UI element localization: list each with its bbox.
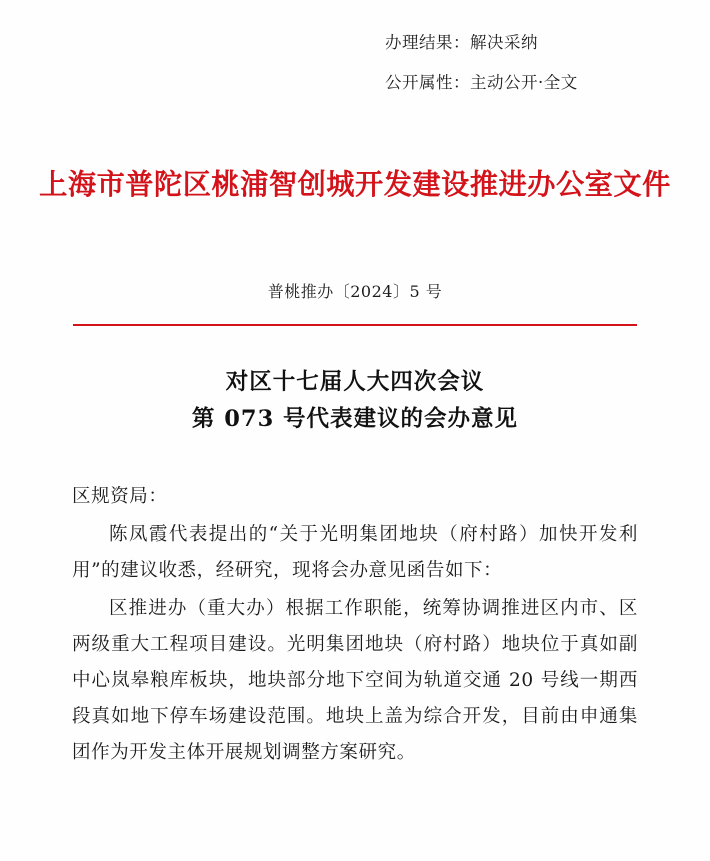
red-divider-rule (73, 324, 637, 326)
document-title-line-1: 对区十七届人大四次会议 (225, 369, 485, 396)
document-title-line-2: 第 073 号代表建议的会办意见 (191, 406, 519, 433)
metadata-line-handling-result: 办理结果：解决采纳 (385, 33, 538, 52)
document-paragraph-2: 区推进办（重大办）根据工作职能，统筹协调推进区内市、区两级重大工程项目建设。光明集团地块（府村路）地块位于真如副中心岚皋粮库板块，地块部分地下空间为轨道交通 20 号线一期西段真如地下停车场建设范围。地块上盖为综合开发，目前由申通集团作为开发主体开展规划调整方案研究。 (72, 597, 638, 763)
document-body (0, 479, 710, 772)
document-title (0, 364, 710, 438)
document-number: 普桃推办〔2024〕5 号 (267, 282, 443, 302)
document-masthead: 上海市普陀区桃浦智创城开发建设推进办公室文件 (39, 167, 671, 202)
document-paragraph-1: 陈凤霞代表提出的“关于光明集团地块（府村路）加快开发利用”的建议收悉，经研究，现将会办意见函告如下： (72, 523, 638, 581)
metadata-line-disclosure-attribute: 公开属性：主动公开·全文 (385, 72, 578, 92)
document-metadata (0, 0, 710, 95)
document-salutation: 区规资局： (72, 485, 168, 507)
